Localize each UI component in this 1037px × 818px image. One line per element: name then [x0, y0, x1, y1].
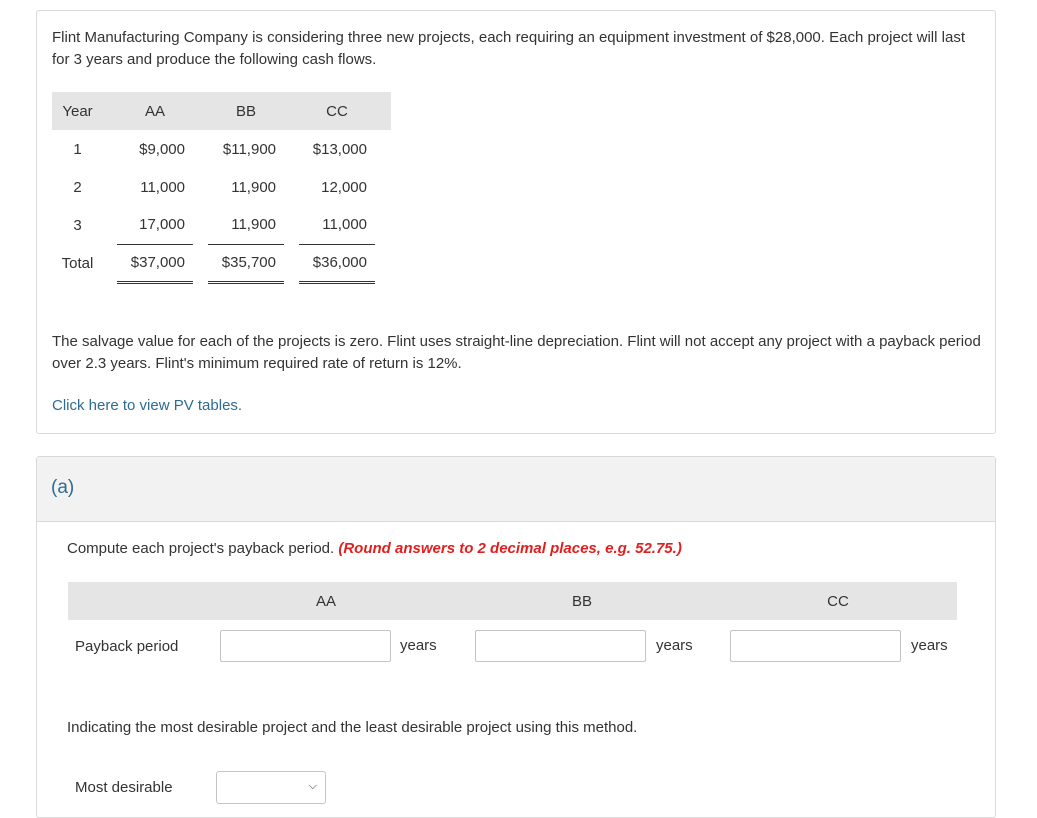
- payback-aa-input[interactable]: [220, 630, 391, 662]
- pv-tables-link[interactable]: Click here to view PV tables.: [52, 397, 243, 414]
- instruction-text: Compute each project's payback period.: [67, 540, 335, 557]
- year-cell: 1: [73, 140, 82, 158]
- instruction: [67, 540, 682, 557]
- year-cell: 3: [73, 216, 82, 234]
- unit-aa: years: [400, 637, 437, 654]
- part-label: (a): [51, 477, 75, 498]
- total-label: Total: [61, 254, 94, 272]
- aa-cell: 11,000: [140, 178, 185, 196]
- problem-statement: Flint Manufacturing Company is considering three new projects, each requiring an equipment investment of $28,000. Each project will last for 3 years and produce the following cash flows.: [52, 29, 965, 68]
- bb-cell: $11,900: [222, 140, 276, 158]
- bb-cell: 11,900: [231, 178, 276, 196]
- cc-cell: 12,000: [321, 178, 367, 196]
- most-desirable-select[interactable]: [216, 771, 326, 804]
- column-aa: AA: [315, 593, 336, 610]
- table-row: [52, 168, 391, 206]
- total-bb: $35,700: [208, 244, 284, 282]
- table-row: [52, 130, 391, 168]
- indicating-text: Indicating the most desirable project and the least desirable project using this method.: [67, 719, 638, 736]
- header-cc: CC: [299, 92, 375, 130]
- cc-cell: $13,000: [312, 140, 367, 158]
- bb-cell: 11,900: [208, 206, 284, 244]
- rounding-note: (Round answers to 2 decimal places, e.g. 52.75.): [338, 540, 682, 557]
- header-aa: AA: [117, 92, 193, 130]
- table-row: [52, 206, 391, 244]
- payback-cc-input[interactable]: [730, 630, 901, 662]
- aa-cell: 17,000: [117, 206, 193, 244]
- header-bb: BB: [208, 92, 284, 130]
- aa-cell: $9,000: [139, 140, 185, 158]
- column-cc: CC: [827, 593, 849, 610]
- column-bb: BB: [571, 593, 592, 610]
- total-aa: $37,000: [117, 244, 193, 282]
- total-cc: $36,000: [299, 244, 375, 282]
- most-desirable-label: Most desirable: [75, 779, 173, 796]
- total-row: [52, 244, 391, 282]
- unit-cc: years: [911, 637, 948, 654]
- chevron-down-icon: ⌵: [308, 780, 317, 792]
- answer-header-row: [68, 582, 957, 620]
- payback-bb-input[interactable]: [475, 630, 646, 662]
- header-year: Year: [52, 92, 103, 130]
- part-a-card: [36, 456, 996, 818]
- payback-period-label: Payback period: [75, 638, 179, 655]
- part-a-header: [37, 457, 995, 522]
- table-header-row: [52, 92, 391, 130]
- cash-flow-table: [52, 92, 391, 284]
- problem-card: [36, 10, 996, 434]
- cc-cell: 11,000: [299, 206, 375, 244]
- unit-bb: years: [656, 637, 693, 654]
- year-cell: 2: [73, 178, 82, 196]
- salvage-text: The salvage value for each of the projects is zero. Flint uses straight-line depreciation. Flint will not accept any project with a payback period over 2.3 years. Flint's minimum required rate of return is 12%.: [52, 333, 981, 372]
